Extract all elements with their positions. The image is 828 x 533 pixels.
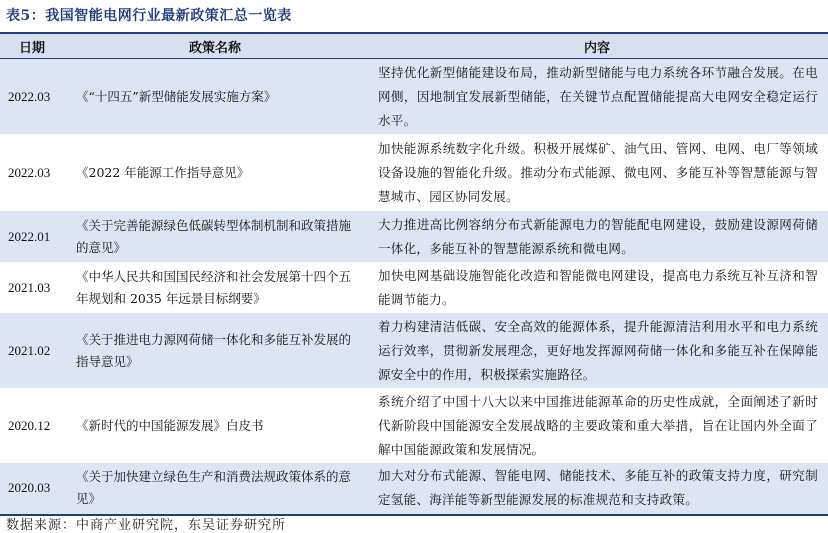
row-policy-name: 《“十四五”新型储能发展实施方案》 <box>64 59 366 135</box>
row-content: 加快电网基础设施智能化改造和智能微电网建设，提高电力系统互补互济和智能调节能力。 <box>366 263 828 313</box>
row-content: 大力推进高比例容纳分布式新能源电力的智能配电网建设，鼓励建设源网荷储一体化，多能互补的智慧能源系统和微电网。 <box>366 211 828 263</box>
row-date: 2020.03 <box>0 463 64 515</box>
row-policy-name: 《关于推进电力源网荷储一体化和多能互补发展的指导意见》 <box>64 313 366 389</box>
row-content: 加大对分布式能源、智能电网、储能技术、多能互补的政策支持力度，研究制定氢能、海洋能等新型能源发展的标准规范和支持政策。 <box>366 463 828 515</box>
policy-table <box>0 34 828 516</box>
row-policy-name: 《关于加快建立绿色生产和消费法规政策体系的意见》 <box>64 463 366 515</box>
header-policy-name: 政策名称 <box>64 34 366 59</box>
row-date: 2022.01 <box>0 211 64 263</box>
header-content: 内容 <box>366 34 828 59</box>
row-date: 2021.02 <box>0 313 64 389</box>
row-policy-name: 《关于完善能源绿色低碳转型体制机制和政策措施的意见》 <box>64 211 366 263</box>
row-policy-name: 《2022 年能源工作指导意见》 <box>64 135 366 211</box>
table-row <box>0 59 828 135</box>
row-policy-name: 《新时代的中国能源发展》白皮书 <box>64 389 366 463</box>
row-date: 2020.12 <box>0 389 64 463</box>
source-note: 数据来源：中商产业研究院，东吴证券研究所 <box>6 518 287 533</box>
table-row <box>0 463 828 515</box>
row-content: 着力构建清洁低碳、安全高效的能源体系，提升能源清洁利用水平和电力系统运行效率，贯彻新发展理念，更好地发挥源网荷储一体化和多能互补在保障能源安全中的作用，积极探索实施路径。 <box>366 313 828 389</box>
row-date: 2021.03 <box>0 263 64 313</box>
table-row <box>0 135 828 211</box>
header-date: 日期 <box>0 34 64 59</box>
row-date: 2022.03 <box>0 59 64 135</box>
table-row <box>0 313 828 389</box>
table-row <box>0 389 828 463</box>
row-date: 2022.03 <box>0 135 64 211</box>
row-content: 坚持优化新型储能建设布局，推动新型储能与电力系统各环节融合发展。在电网侧，因地制宜发展新型储能，在关键节点配置储能提高大电网安全稳定运行水平。 <box>366 59 828 135</box>
table-title: 表5：我国智能电网行业最新政策汇总一览表 <box>6 8 292 24</box>
row-policy-name: 《中华人民共和国国民经济和社会发展第十四个五年规划和 2035 年远景目标纲要》 <box>64 263 366 313</box>
header-row <box>0 34 828 59</box>
row-content: 加快能源系统数字化升级。积极开展煤矿、油气田、管网、电网、电厂等领域设备设施的智能化升级。推动分布式能源、微电网、多能互补等智慧能源与智慧城市、园区协同发展。 <box>366 135 828 211</box>
table-row <box>0 263 828 313</box>
row-content: 系统介绍了中国十八大以来中国推进能源革命的历史性成就，全面阐述了新时代新阶段中国能源安全发展战略的主要政策和重大举措，旨在让国内外全面了解中国能源政策和发展情况。 <box>366 389 828 463</box>
table-row <box>0 211 828 263</box>
